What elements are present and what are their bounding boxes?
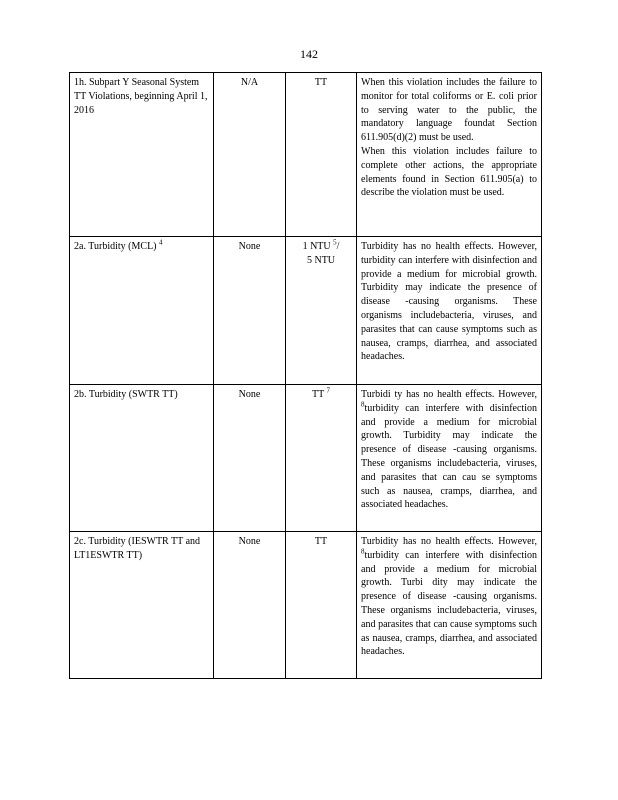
table-row (70, 73, 542, 237)
table-row (70, 532, 542, 679)
health-effects-text: turbidity can interfere with disinfection and provide a medium for microbial growth. Turbi dity may indicate the presence of disease -causing organisms. These organisms includebacteria, viruses, and parasites that can cause symptoms such as nausea, cramps, diarrhea, and associated headaches. (361, 549, 537, 658)
level-cell (286, 385, 357, 532)
health-effects-cell (357, 237, 542, 385)
footnote-marker: 7 (326, 386, 331, 395)
health-effects-paragraph: Turbidity has no health effects. However, turbidity can interfere with disinfection and provide a medium for microbial growth. Turbidity may indicate the presence of disease -causing organisms. These organisms includebacteria, viruses, and parasites that can cause symptoms such as nausea, cramps, diarrhea, and associated headaches. (361, 241, 537, 363)
footnote-marker: 4 (159, 238, 163, 247)
mcl-cell: None (214, 237, 286, 385)
footnote-marker: 8 (361, 547, 365, 556)
health-effects-cell (357, 73, 542, 237)
health-effects-paragraph: When this violation includes failure to complete other actions, the appropriate elements found in Section 611.905(a) to describe the violation must be used. (361, 145, 537, 199)
level-cell: TT (286, 532, 357, 679)
mcl-cell: N/A (214, 73, 286, 237)
health-effects-cell (357, 385, 542, 532)
level-cell: TT (286, 73, 357, 237)
health-effects-paragraph: When this violation includes the failure to monitor for total coliforms or E. coli prior to serving water to the public, the mandatory language foundat Section 611.905(d)(2) must be used. (361, 77, 537, 144)
health-effects-text: turbidity can interfere with disinfection and provide a medium for microbial growth. Turbidity may indicate the presence of disease -causing organisms. These organisms includebacteria, viruses, and parasites that can cau se symptoms such as nausea, cramps, diarrhea, and associated headaches. (361, 402, 537, 511)
footnote-marker: 8 (361, 400, 365, 409)
contaminant-cell: 2c. Turbidity (IESWTR TT and LT1ESWTR TT) (70, 532, 214, 679)
health-effects-text: Turbidi ty has no health effects. However, (361, 389, 537, 400)
level-value: TT (311, 389, 325, 400)
table-row (70, 237, 542, 385)
contaminant-cell: 1h. Subpart Y Seasonal System TT Violations, beginning April 1, 2016 (70, 73, 214, 237)
contaminant-label: 2a. Turbidity (MCL) (74, 241, 157, 252)
violations-table (69, 72, 542, 679)
level-cell (286, 237, 357, 385)
mcl-cell: None (214, 532, 286, 679)
footnote-marker: 5 (333, 238, 337, 247)
health-effects-text: Turbidity has no health effects. However, (361, 536, 537, 547)
mcl-cell: None (214, 385, 286, 532)
table-row (70, 385, 542, 532)
contaminant-cell: 2b. Turbidity (SWTR TT) (70, 385, 214, 532)
page-number: 142 (300, 47, 318, 61)
contaminant-cell (70, 237, 214, 385)
level-value: 1 NTU (302, 241, 331, 252)
health-effects-cell (357, 532, 542, 679)
level-separator: / (336, 241, 340, 252)
level-value-2: 5 NTU (306, 254, 336, 266)
